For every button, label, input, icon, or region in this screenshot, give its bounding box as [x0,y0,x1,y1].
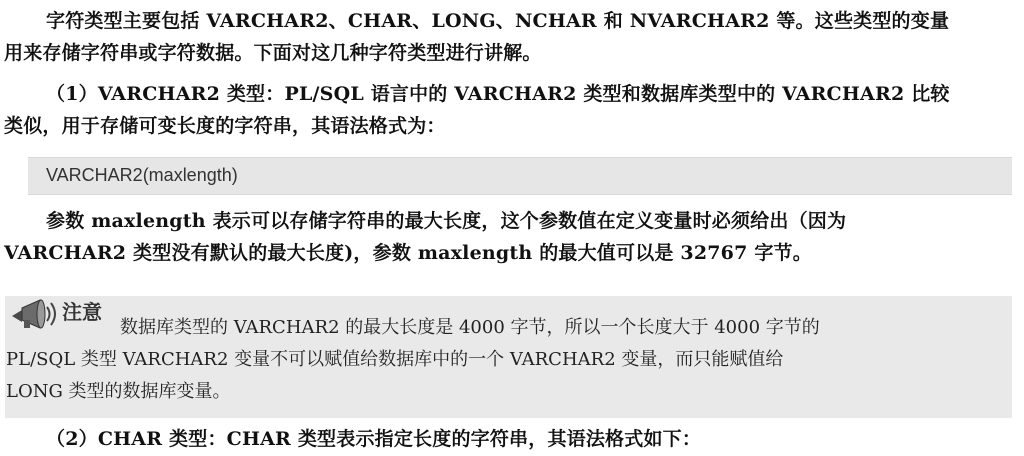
paragraph-1-line-1: 字符类型主要包括 VARCHAR2、CHAR、LONG、NCHAR 和 NVARCHAR2 等。这些类型的变量 [46,10,950,32]
code-syntax: VARCHAR2(maxlength) [46,165,238,185]
paragraph-1-line-2: 用来存储字符串或字符数据。下面对这几种字符类型进行讲解。 [4,42,542,64]
paragraph-3-line-1: 参数 maxlength 表示可以存储字符串的最大长度，这个参数值在定义变量时必须给出（因为 [46,210,847,232]
note-line-3: LONG 类型的数据库变量。 [6,381,231,402]
paragraph-2-line-2: 类似，用于存储可变长度的字符串，其语法格式为： [4,115,446,137]
note-line-2: PL/SQL 类型 VARCHAR2 变量不可以赋值给数据库中的一个 VARCHAR2 变量，而只能赋值给 [6,349,784,370]
note-line-1: 数据库类型的 VARCHAR2 的最大长度是 4000 字节，所以一个长度大于 4000 字节的 [120,317,820,338]
paragraph-3-line-2: VARCHAR2 类型没有默认的最大长度)，参数 maxlength 的最大值可以是 32767 字节。 [4,242,812,264]
megaphone-icon [8,298,60,330]
paragraph-2-line-1: （1）VARCHAR2 类型：PL/SQL 语言中的 VARCHAR2 类型和数据库类型中的 VARCHAR2 比较 [46,83,950,105]
note-header [8,296,118,332]
note-label: 注意 [62,300,102,324]
paragraph-4-line-1: （2）CHAR 类型：CHAR 类型表示指定长度的字符串，其语法格式如下： [46,428,702,450]
